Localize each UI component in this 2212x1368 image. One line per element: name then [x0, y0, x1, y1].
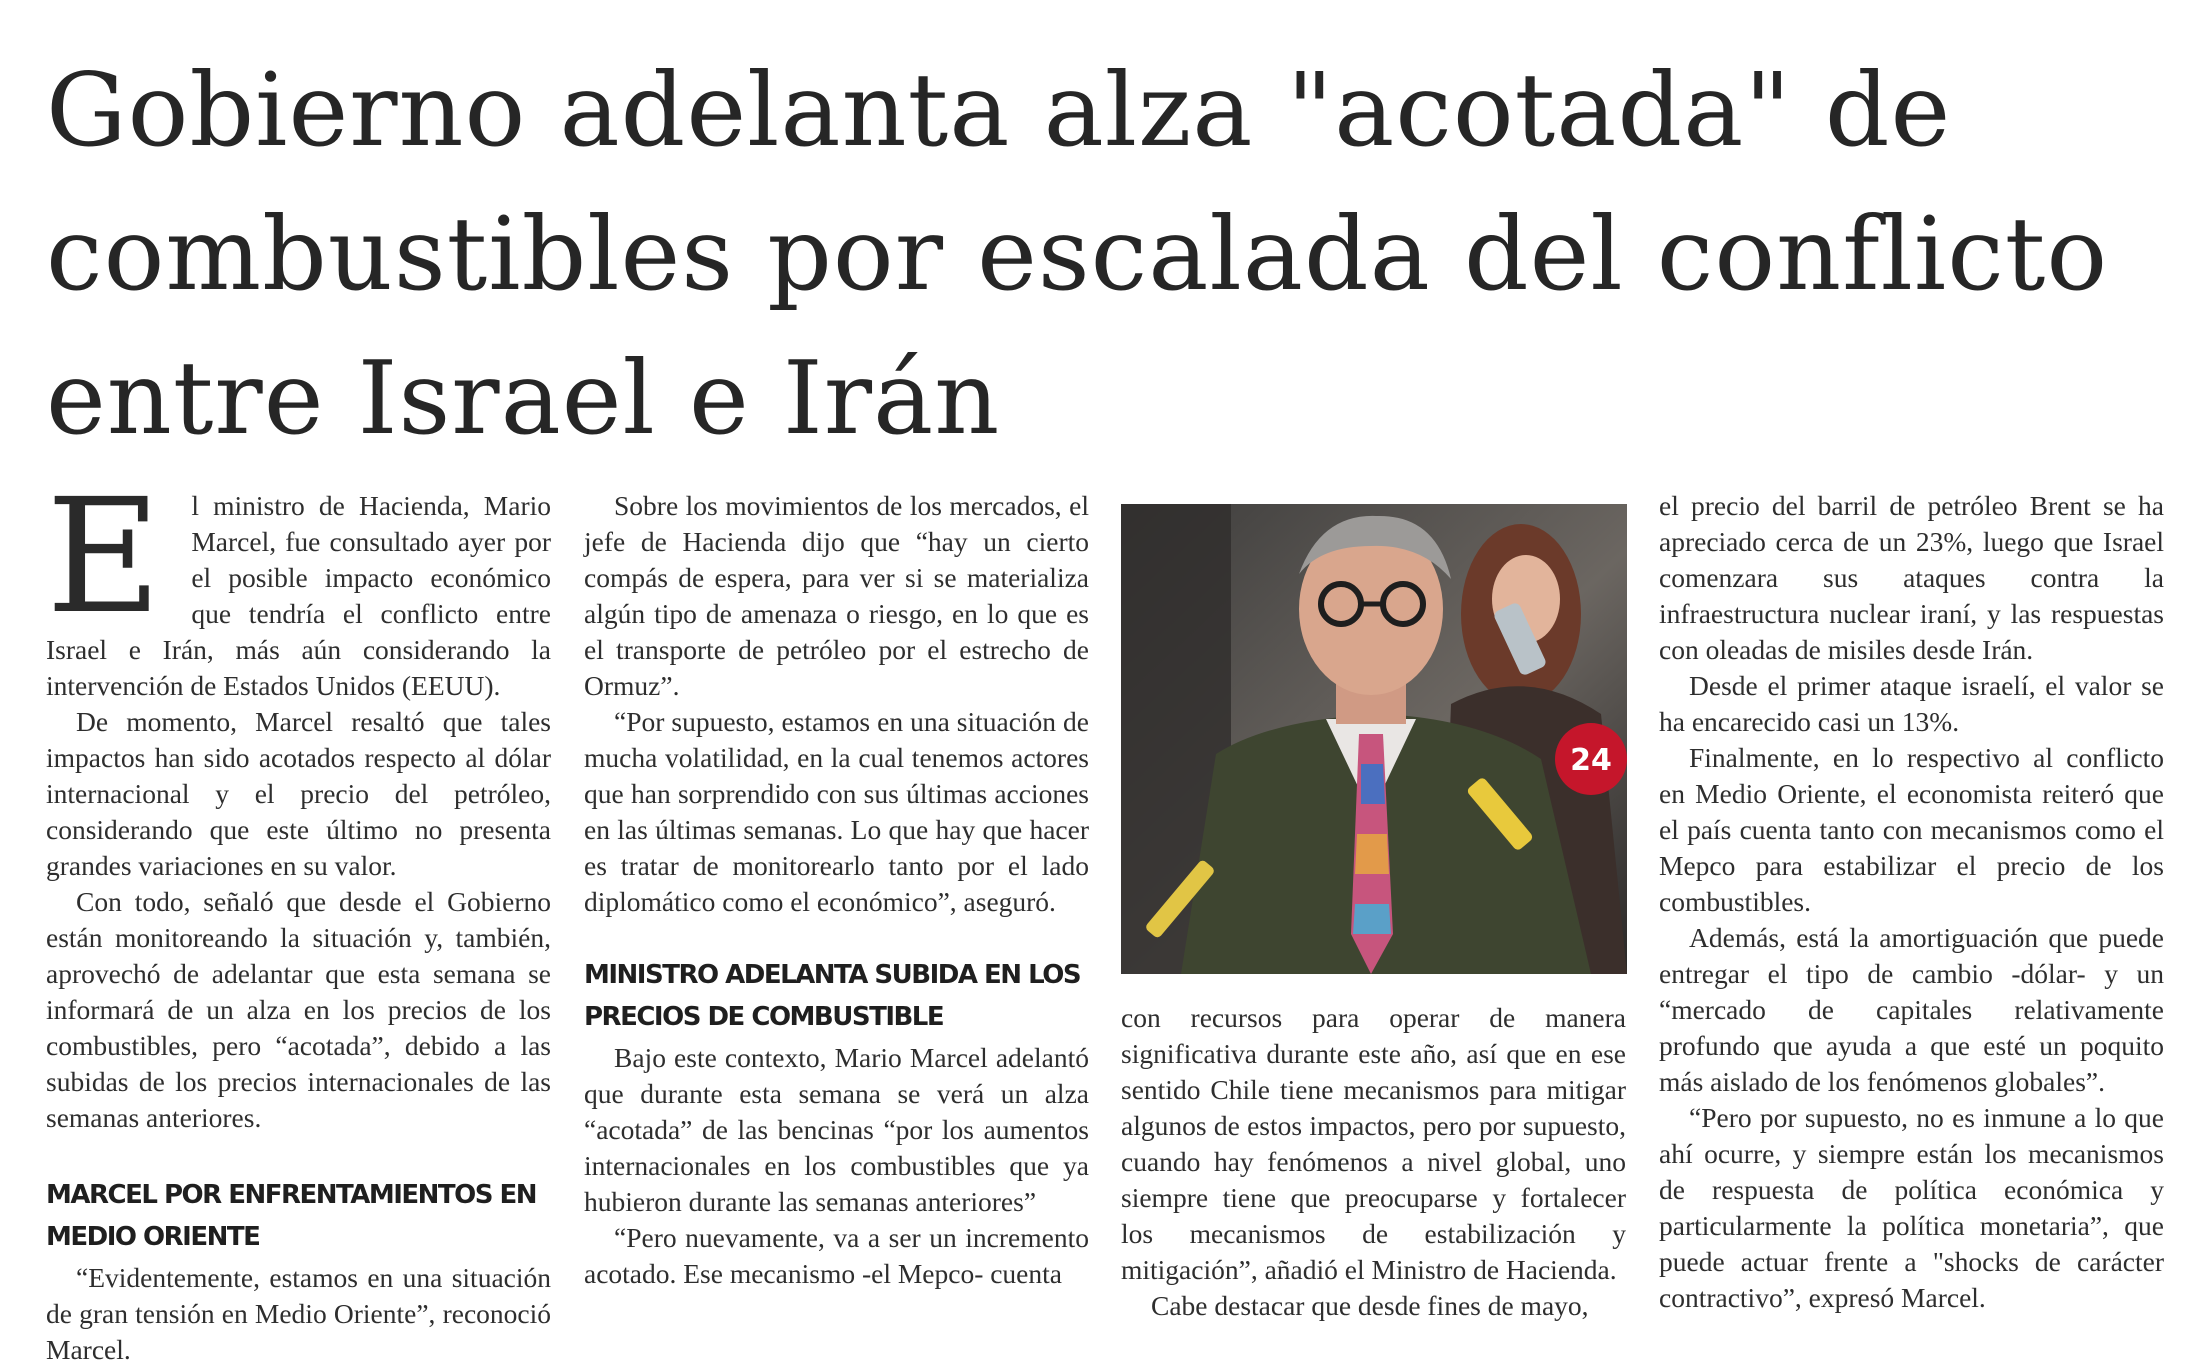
paragraph: Cabe destacar que desde fines de mayo, [1151, 1290, 1589, 1321]
column-3 [1121, 1000, 1626, 1340]
paragraph: De momento, Marcel resaltó que tales impactos han sido acotados respecto al dólar internacional y el precio del petróleo, considerando que este último no presenta grandes variaciones en su valor. [46, 706, 551, 881]
paragraph: “Pero por supuesto, no es inmune a lo que ahí ocurre, y siempre están los mecanismos de respuesta de política económica y particularmente la política monetaria”, que puede actuar frente a "shocks de carácter contractivo”, expresó Marcel. [1659, 1102, 2164, 1313]
subheading-ministro: MINISTRO ADELANTA SUBIDA EN LOS PRECIOS DE COMBUSTIBLE [584, 960, 1081, 1032]
news-photo [1121, 504, 1627, 974]
subheading-marcel: MARCEL POR ENFRENTAMIENTOS EN MEDIO ORIENTE [46, 1180, 537, 1252]
drop-cap: E [46, 465, 162, 649]
column-2 [584, 488, 1089, 1340]
headline: Gobierno adelanta alza "acotada" de combustibles por escalada del conflicto entre Israel e Irán [46, 51, 2109, 457]
paragraph: Finalmente, en lo respectivo al conflicto en Medio Oriente, el economista reiteró que el país cuenta tanto con mecanismos como el Mepco para estabilizar el precio de los combustibles. [1659, 742, 2164, 917]
paragraph: el precio del barril de petróleo Brent se ha apreciado cerca de un 23%, luego que Israel comenzara sus ataques contra la infraestructura nuclear iraní, y las respuestas con oleadas de misiles desde Irán. [1659, 490, 2164, 665]
paragraph: Con todo, señaló que desde el Gobierno están monitoreando la situación y, también, aprovechó de adelantar que esta semana se informará de un alza en los precios de los combustibles, pero “acotada”, debido a las subidas de los precios internacionales de las semanas anteriores. [46, 886, 551, 1133]
column-4 [1659, 488, 2164, 1340]
paragraph: Además, está la amortiguación que puede entregar el tipo de cambio -dólar- y un “mercado de capitales relativamente profundo que ayuda a que esté un poquito más aislado de los fenómenos globales”. [1659, 922, 2164, 1097]
photo-illustration [1121, 504, 1627, 974]
paragraph: “Por supuesto, estamos en una situación de mucha volatilidad, en la cual tenemos actores que han sorprendido con sus últimas acciones en las últimas semanas. Lo que hay que hacer es tratar de monitorearlo tanto por el lado diplomático como el económico”, aseguró. [584, 706, 1089, 917]
paragraph: Sobre los movimientos de los mercados, el jefe de Hacienda dijo que “hay un cierto compás de espera, para ver si se materializa algún tipo de amenaza o riesgo, en lo que es el transporte de petróleo por el estrecho de Ormuz”. [584, 490, 1089, 701]
paragraph: “Pero nuevamente, va a ser un incremento acotado. Ese mecanismo -el Mepco- cuenta [584, 1222, 1089, 1289]
paragraph: “Evidentemente, estamos en una situación de gran tensión en Medio Oriente”, reconoció Marcel. [46, 1262, 551, 1365]
lead-text: l ministro de Hacienda, Mario Marcel, fue consultado ayer por el posible impacto económico que tendría el conflicto entre Israel e Irán, más aún considerando la intervención de Estados Unidos (EEUU). [46, 490, 551, 701]
paragraph: con recursos para operar de manera significativa durante este año, así que en ese sentido Chile tiene mecanismos para mitigar algunos de estos impactos, pero por supuesto, cuando hay fenómenos a nivel global, uno siempre tiene que preocuparse y fortalecer los mecanismos de estabilización y mitigación”, añadió el Ministro de Hacienda. [1121, 1002, 1626, 1285]
column-1 [46, 465, 551, 1365]
lead-paragraph [46, 465, 551, 704]
paragraph: Bajo este contexto, Mario Marcel adelantó que durante esta semana se verá un alza “acotada” de las bencinas “por los aumentos internacionales en los combustibles que ya hubieron durante las semanas anteriores” [584, 1042, 1089, 1217]
mic-logo-text: 24 [1570, 743, 1612, 778]
paragraph: Desde el primer ataque israelí, el valor se ha encarecido casi un 13%. [1659, 670, 2164, 737]
